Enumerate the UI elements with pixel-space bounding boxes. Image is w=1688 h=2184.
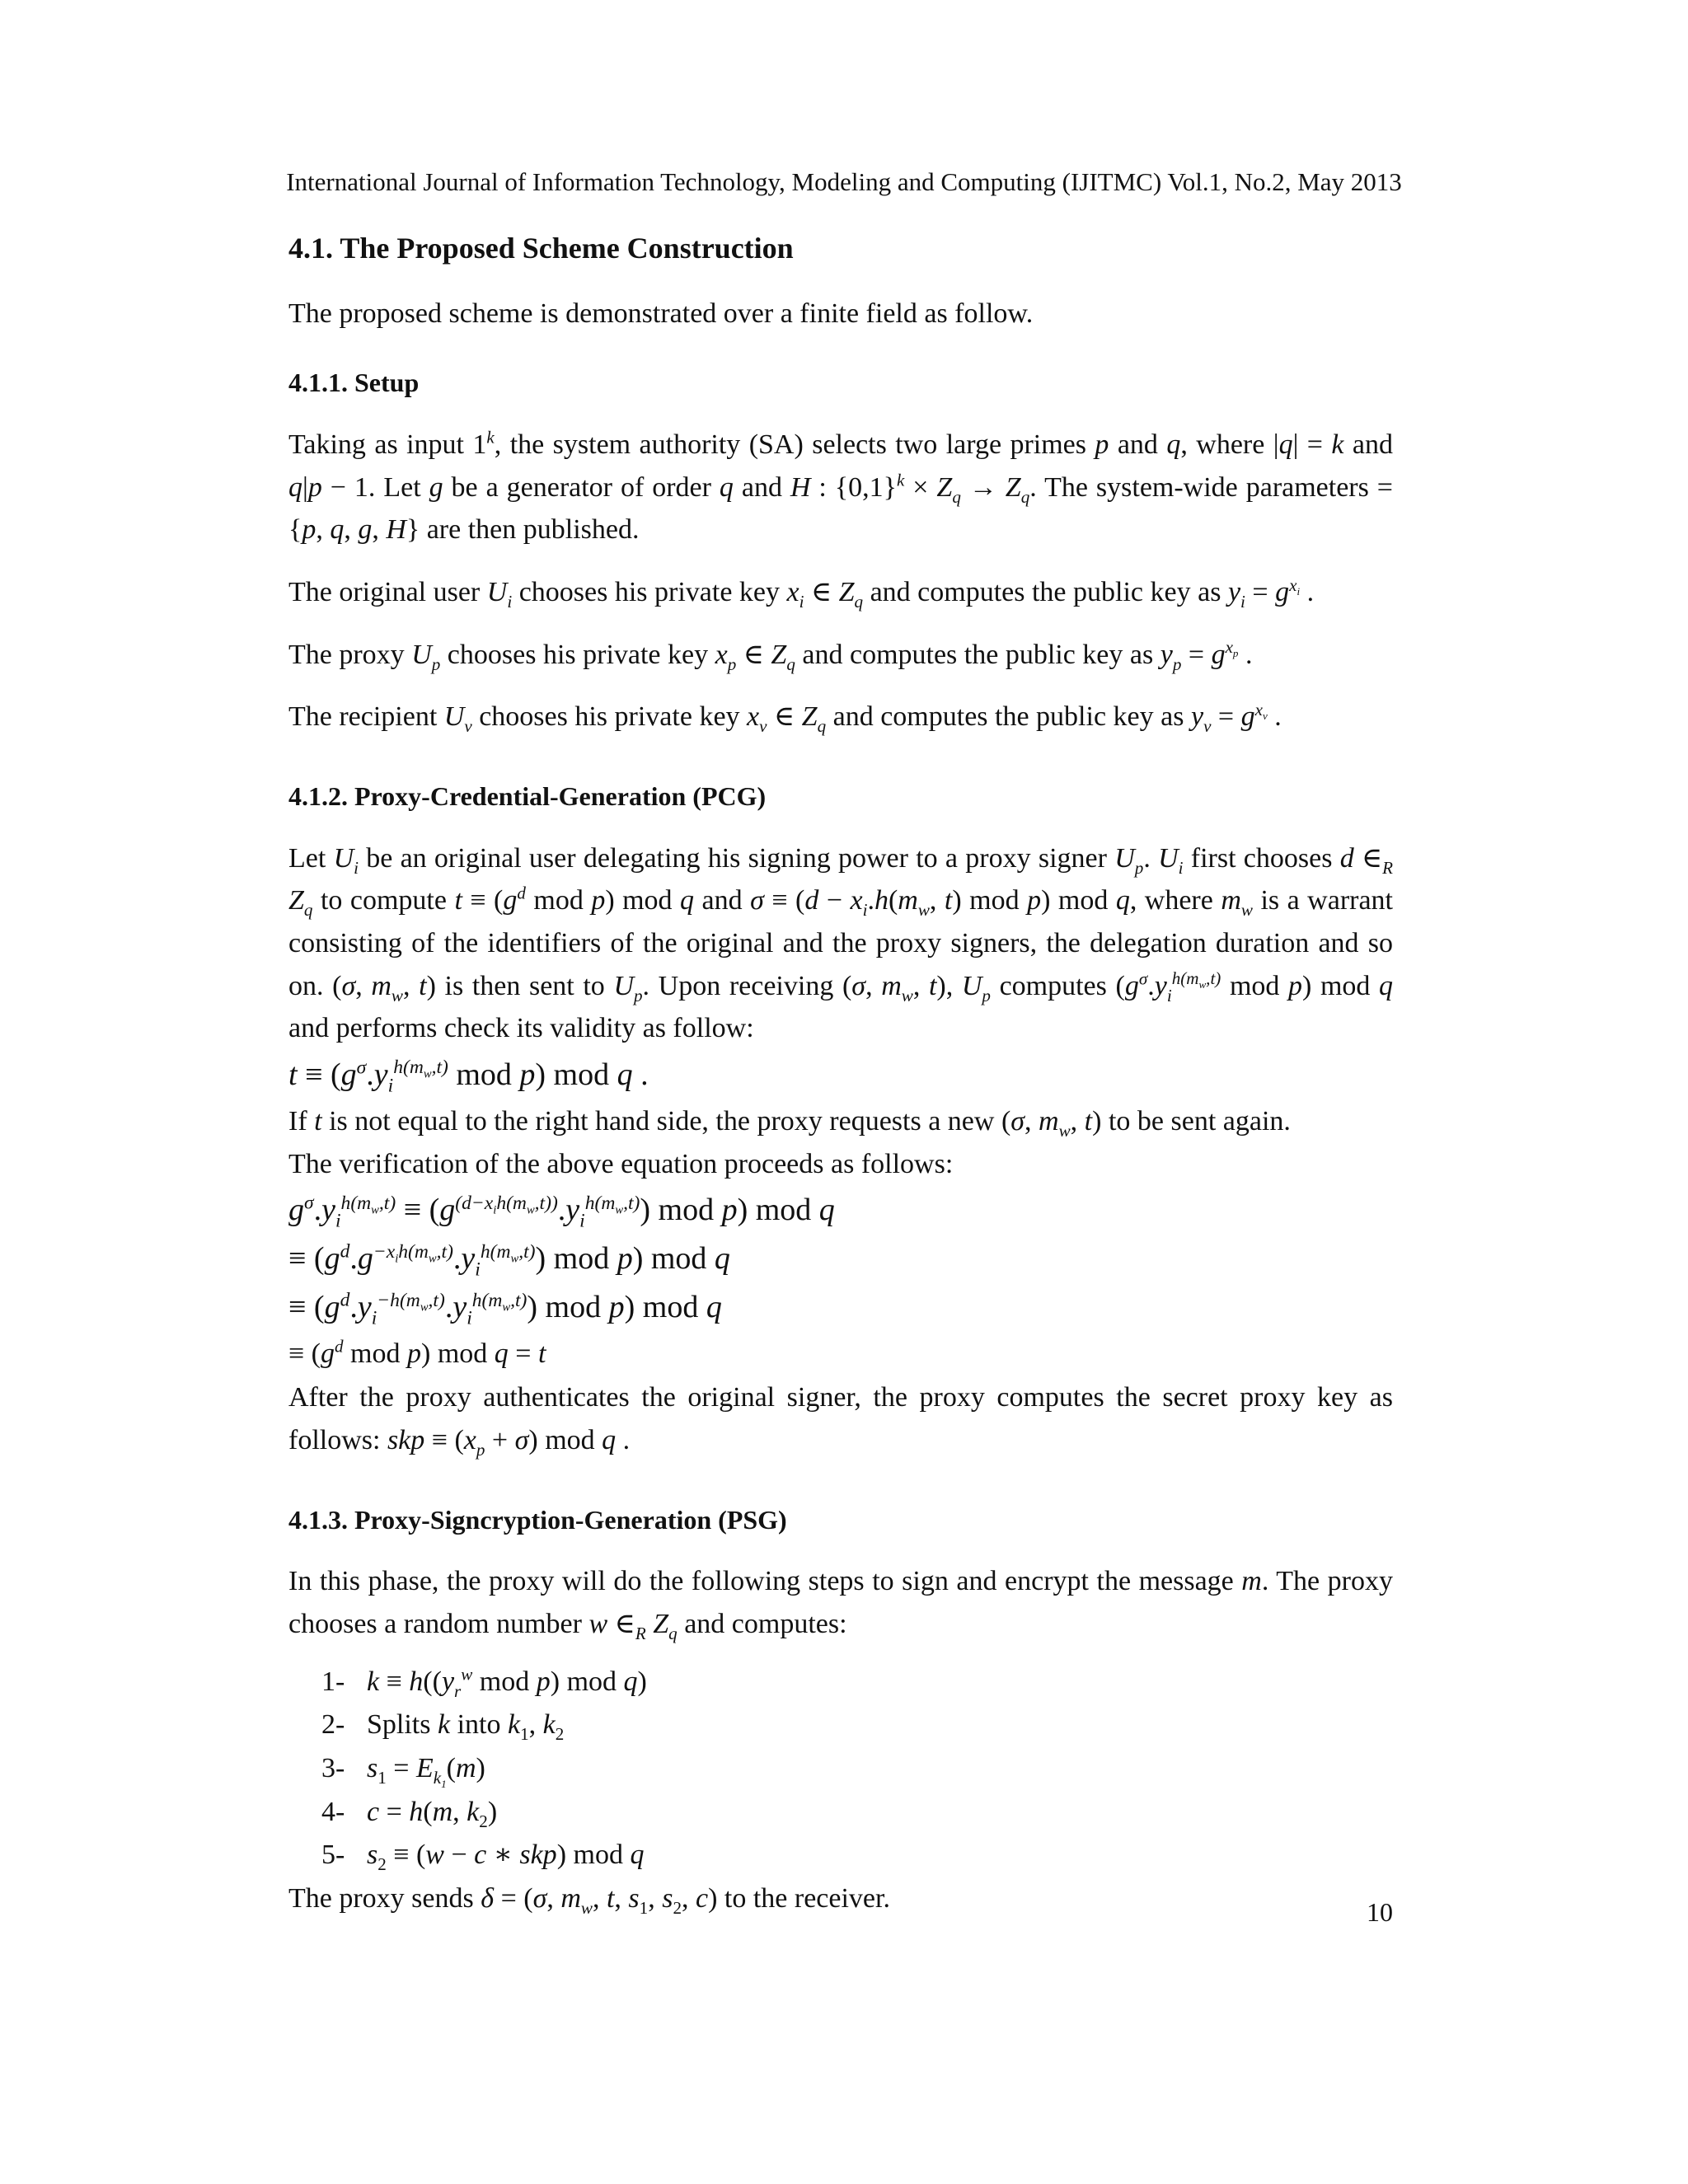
setup-paragraph: Taking as input 1$^k$, the system authority (SA) selects two large primes p and q, where |q| = k and q|p − 1. Let g be a generator of order q and H : $\{0,1\}^k \times Z_q \to Z_q$. The system-wide parameters = {p, q, g, H} are then published. — [288, 427, 1394, 546]
page-content — [288, 229, 1393, 1920]
verification-step-3: ≡ $(g^d.y_i^{-h(m_w,t)}.y_i^{h(m_w,t)})$ mod p) mod q — [288, 1289, 722, 1329]
original-user-keys: The original user $U_i$ chooses his private key $x_i$ ∈ $Z_q$ and computes the public key as $y_i = g^{x_i}$ . — [288, 574, 1315, 612]
verification-step-2: ≡ $(g^d.g^{-x_ih(m_w,t)}.y_i^{h(m_w,t)})$ mod p) mod q — [288, 1240, 730, 1281]
validity-equation: $t \equiv (g^\sigma.y_i^{h(m_w,t)}$ mod p) mod q . — [288, 1057, 649, 1097]
verification-step-4: ≡ ($g^d$ mod p) mod q = t — [288, 1337, 546, 1370]
section-4-1-1-title: 4.1.1. Setup — [288, 368, 420, 398]
section-4-1-title: 4.1. The Proposed Scheme Construction — [288, 232, 794, 265]
verification-intro: The verification of the above equation proceeds as follows: — [288, 1148, 954, 1179]
page-number: 10 — [1367, 1897, 1393, 1927]
proxy-keys: The proxy $U_p$ chooses his private key $x_p$ ∈ $Z_q$ and computes the public key as $y_p = g^{x_p}$ . — [288, 637, 1253, 674]
resend-condition: If t is not equal to the right hand side, the proxy requests a new (σ, $m_w$, t) to be sent again. — [288, 1106, 1291, 1141]
verification-step-1: $g^\sigma.y_i^{h(m_w,t)} \equiv (g^{(d-x_ih(m_w,t))}.y_i^{h(m_w,t)})$ mod p) mod q — [288, 1192, 835, 1232]
secret-proxy-key: After the proxy authenticates the original signer, the proxy computes the secret proxy key as follows: skp ≡ $(x_p + \sigma)$ mod q . — [288, 1382, 1393, 1460]
psg-steps — [288, 1661, 1393, 1877]
list-item: 3- $s_1 = E_{k_1}(m)$ — [321, 1753, 485, 1791]
section-4-1-intro: The proposed scheme is demonstrated over a finite field as follow. — [288, 298, 1034, 329]
list-item: 1- $k \equiv h((y_r^w$ mod p) mod q) — [321, 1664, 647, 1701]
pcg-paragraph: Let $U_i$ be an original user delegating his signing power to a proxy signer $U_p$. $U_i$ first chooses d $\in_R$ $Z_q$ to compute $t \equiv (g^d$ mod p) mod q and $\sigma \equiv (d - x_i.h(m_w$, t) mod p) mod q, where $m_w$ is a warrant consisting of the identifiers of the original and the proxy signers, the delegation duration and so on. (σ, $m_w$, t) is then sent to $U_p$. Upon receiving (σ, $m_w$, t), $U_p$ computes ($g^\sigma.y_i^{h(m_w,t)}$ mod p) mod q and performs check its validity as follow: — [288, 842, 1394, 1044]
list-item: 4- c = h(m, $k_2$) — [321, 1796, 498, 1831]
section-4-1-2-title: 4.1.2. Proxy-Credential-Generation (PCG) — [288, 781, 767, 812]
psg-paragraph: In this phase, the proxy will do the following steps to sign and encrypt the message m. The proxy chooses a random number w $\in_R$ $Z_q$ and computes: — [288, 1566, 1393, 1643]
list-item: 5- $s_2 \equiv (w - c$ ∗ skp) mod q — [321, 1840, 645, 1875]
section-4-1-3-title: 4.1.3. Proxy-Signcryption-Generation (PSG) — [288, 1504, 787, 1535]
list-item: 2- Splits k into $k_1$, $k_2$ — [321, 1709, 565, 1745]
running-header: International Journal of Information Technology, Modeling and Computing (IJITMC) Vol.1, No.2, May 2013 — [286, 167, 1402, 196]
recipient-keys: The recipient $U_v$ chooses his private key $x_v$ ∈ $Z_q$ and computes the public key as $y_v = g^{x_v}$ . — [288, 700, 1282, 737]
proxy-sends: The proxy sends δ = (σ, $m_w$, t, $s_1$, $s_2$, c) to the receiver. — [288, 1883, 890, 1918]
